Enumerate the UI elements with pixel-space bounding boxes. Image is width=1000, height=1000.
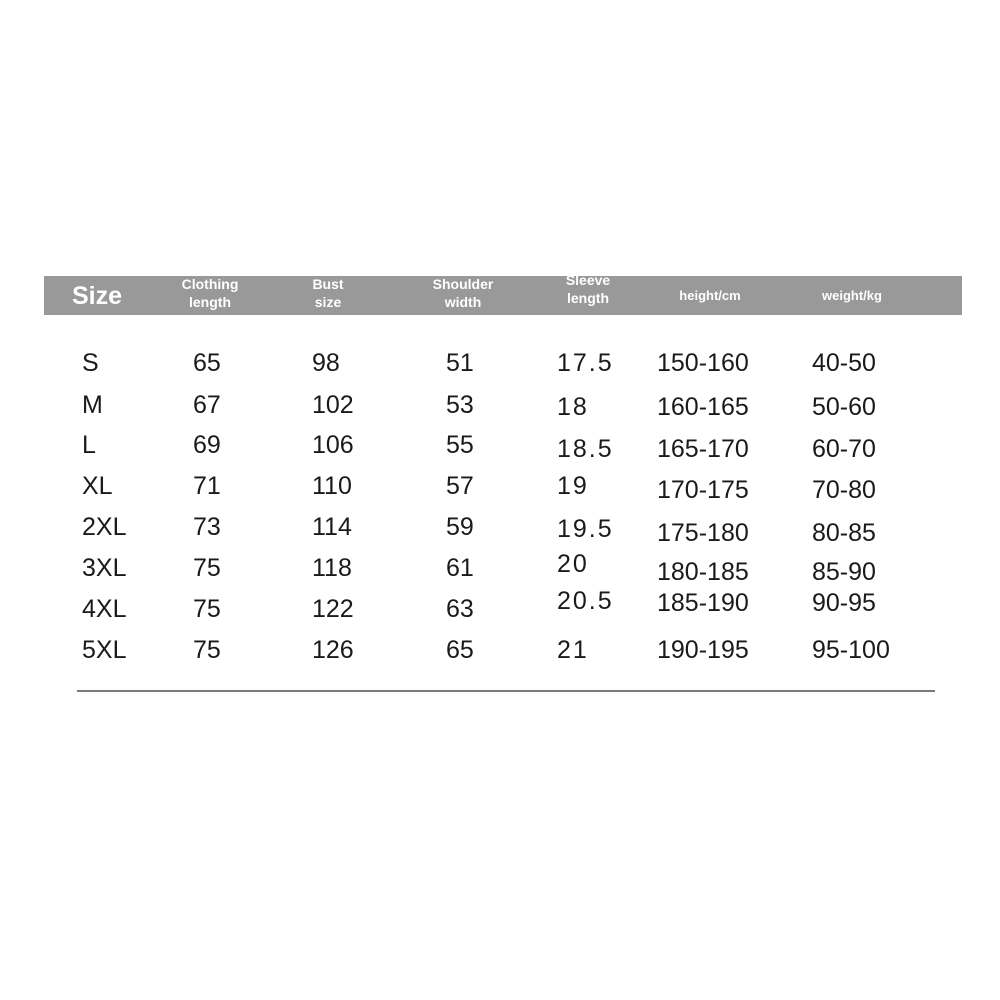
cell-clothing-length: 75	[193, 554, 221, 582]
cell-weight: 40-50	[812, 349, 876, 377]
cell-clothing-length: 65	[193, 349, 221, 377]
cell-sleeve-length: 19.5	[557, 515, 614, 543]
table-header	[44, 272, 962, 315]
cell-sleeve-length: 17.5	[557, 349, 614, 377]
cell-bust-size: 106	[312, 431, 354, 459]
cell-shoulder-width: 61	[446, 554, 474, 582]
header-bust-size: Bust size	[312, 276, 344, 310]
header-weight: weight/kg	[822, 288, 882, 303]
cell-size: XL	[82, 472, 113, 500]
cell-weight: 70-80	[812, 476, 876, 504]
cell-bust-size: 126	[312, 636, 354, 664]
cell-shoulder-width: 63	[446, 595, 474, 623]
cell-bust-size: 122	[312, 595, 354, 623]
cell-size: L	[82, 431, 96, 459]
cell-weight: 85-90	[812, 558, 876, 586]
cell-clothing-length: 75	[193, 636, 221, 664]
cell-sleeve-length: 20	[557, 550, 589, 578]
cell-size: 4XL	[82, 595, 127, 623]
cell-bust-size: 114	[312, 513, 352, 541]
cell-size: M	[82, 391, 103, 419]
cell-size: 3XL	[82, 554, 127, 582]
cell-height: 190-195	[657, 636, 749, 664]
cell-bust-size: 118	[312, 554, 352, 582]
cell-weight: 60-70	[812, 435, 876, 463]
cell-clothing-length: 75	[193, 595, 221, 623]
cell-sleeve-length: 19	[557, 472, 589, 500]
cell-sleeve-length: 20.5	[557, 587, 614, 615]
cell-bust-size: 102	[312, 391, 354, 419]
cell-shoulder-width: 65	[446, 636, 474, 664]
header-size: Size	[72, 282, 123, 310]
cell-sleeve-length: 18.5	[557, 435, 614, 463]
cell-clothing-length: 73	[193, 513, 221, 541]
cell-height: 175-180	[657, 519, 749, 547]
header-shoulder-width: Shoulder width	[432, 276, 494, 310]
cell-size: S	[82, 349, 99, 377]
cell-sleeve-length: 21	[557, 636, 589, 664]
cell-weight: 80-85	[812, 519, 876, 547]
cell-clothing-length: 71	[193, 472, 221, 500]
cell-height: 150-160	[657, 349, 749, 377]
cell-height: 180-185	[657, 558, 749, 586]
cell-weight: 95-100	[812, 636, 890, 664]
cell-bust-size: 110	[312, 472, 352, 500]
cell-height: 170-175	[657, 476, 749, 504]
cell-sleeve-length: 18	[557, 393, 589, 421]
cell-shoulder-width: 57	[446, 472, 474, 500]
cell-weight: 50-60	[812, 393, 876, 421]
header-sleeve-length: Sleeve length	[565, 272, 611, 306]
cell-height: 185-190	[657, 589, 749, 617]
cell-height: 165-170	[657, 435, 749, 463]
cell-shoulder-width: 59	[446, 513, 474, 541]
cell-height: 160-165	[657, 393, 749, 421]
cell-size: 2XL	[82, 513, 127, 541]
cell-bust-size: 98	[312, 349, 340, 377]
cell-weight: 90-95	[812, 589, 876, 617]
table-bottom-rule	[77, 690, 935, 692]
header-height: height/cm	[679, 288, 741, 303]
cell-clothing-length: 67	[193, 391, 221, 419]
cell-shoulder-width: 51	[446, 349, 474, 377]
cell-size: 5XL	[82, 636, 127, 664]
header-clothing-length: Clothing length	[181, 276, 239, 310]
cell-clothing-length: 69	[193, 431, 221, 459]
cell-shoulder-width: 55	[446, 431, 474, 459]
cell-shoulder-width: 53	[446, 391, 474, 419]
